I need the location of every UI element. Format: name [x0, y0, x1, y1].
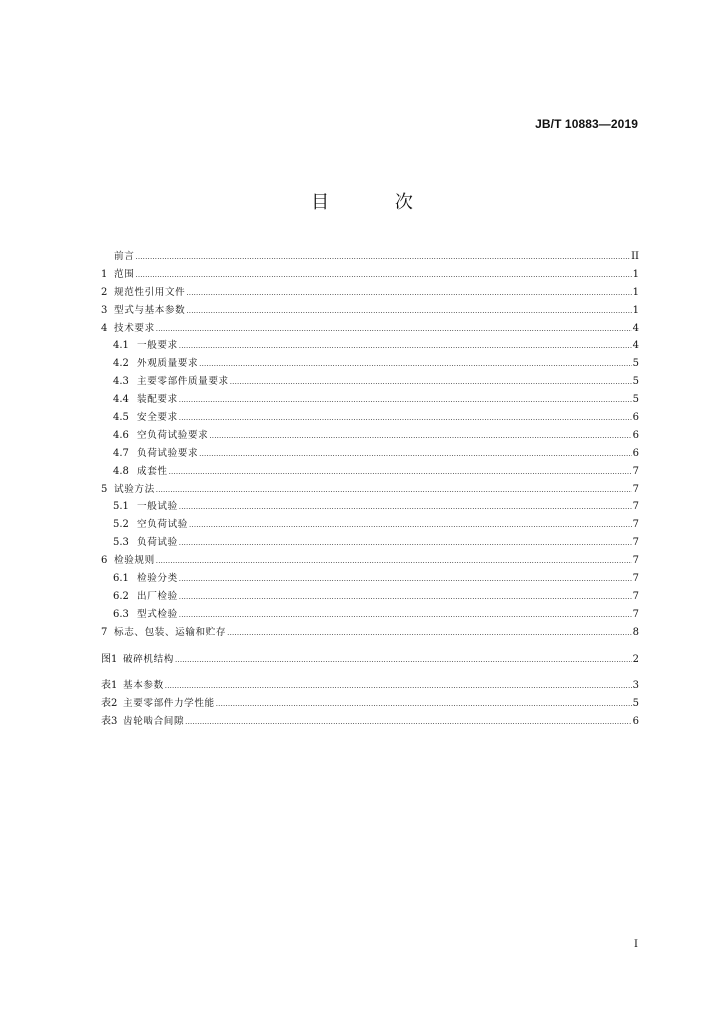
- toc-entry-label: 基本参数: [123, 680, 164, 692]
- toc-entry-label: 外观质量要求: [137, 358, 199, 370]
- toc-entry-label: 规范性引用文件: [114, 286, 186, 298]
- toc-entry[interactable]: [101, 588, 639, 606]
- toc-entry-label: 范围: [114, 268, 135, 280]
- toc-entry[interactable]: [101, 266, 639, 284]
- toc-entry-label: 空负荷试验: [137, 519, 188, 531]
- toc-entry-page: 1: [632, 268, 639, 280]
- toc-entry-label: 齿轮啮合间隙: [123, 716, 185, 728]
- toc-entry[interactable]: [101, 284, 639, 302]
- toc-entry-number: 3: [101, 304, 108, 316]
- toc-entry-label: 主要零部件质量要求: [137, 376, 229, 388]
- toc-entry-number: 图1: [101, 653, 118, 665]
- toc-entry-page: II: [631, 251, 639, 262]
- toc-entry-label: 破碎机结构: [123, 653, 174, 665]
- toc-tables: [101, 677, 639, 731]
- toc-dot-leader: [179, 410, 632, 428]
- toc-entry-number: 表3: [101, 716, 118, 728]
- toc-entry-page: 5: [632, 394, 639, 406]
- toc-entry-label: 装配要求: [137, 394, 178, 406]
- toc-dot-leader: [189, 517, 632, 535]
- toc-figures: [101, 651, 639, 669]
- toc-dot-leader: [179, 392, 632, 410]
- toc-entry-page: 2: [632, 653, 639, 665]
- toc-entry-label: 检验分类: [137, 573, 178, 585]
- toc-entry-page: 8: [632, 626, 639, 638]
- toc-entry-page: 4: [632, 322, 639, 334]
- toc-entry-page: 6: [632, 447, 639, 459]
- toc-entry[interactable]: [101, 481, 639, 499]
- toc-entry[interactable]: [101, 695, 639, 713]
- toc-sections: [101, 248, 639, 642]
- toc-entry-label: 型式与基本参数: [114, 304, 186, 316]
- toc-entry[interactable]: [101, 427, 639, 445]
- toc-dot-leader: [156, 553, 632, 571]
- toc-entry-number: 5: [101, 483, 108, 495]
- toc-entry-label: 试验方法: [114, 483, 155, 495]
- page-title: 目 次: [311, 192, 443, 213]
- toc-gap: [101, 642, 639, 651]
- toc-entry[interactable]: [101, 552, 639, 570]
- toc-entry-page: 7: [632, 590, 639, 602]
- toc-entry[interactable]: [101, 302, 639, 320]
- toc-dot-leader: [135, 249, 630, 267]
- toc-dot-leader: [227, 625, 631, 643]
- toc-entry-label: 标志、包装、运输和贮存: [114, 626, 227, 638]
- toc-dot-leader: [179, 571, 632, 589]
- toc-dot-leader: [156, 321, 632, 339]
- toc-dot-leader: [186, 285, 631, 303]
- toc-entry-page: 1: [632, 304, 639, 316]
- toc-entry-page: 6: [632, 429, 639, 441]
- toc-entry-label: 出厂检验: [137, 590, 178, 602]
- toc-entry-number: 5.2: [113, 519, 129, 531]
- toc-entry-page: 5: [632, 698, 639, 710]
- toc-entry-page: 7: [632, 465, 639, 477]
- toc-dot-leader: [169, 464, 632, 482]
- toc-entry-number: 4.7: [113, 447, 129, 459]
- toc-entry-number: 5.3: [113, 537, 129, 549]
- toc-entry-page: 7: [632, 608, 639, 620]
- toc-entry-page: 3: [632, 680, 639, 692]
- toc-entry[interactable]: [101, 498, 639, 516]
- toc-dot-leader: [179, 589, 632, 607]
- toc-entry-label: 前言: [114, 251, 135, 262]
- toc-dot-leader: [179, 338, 632, 356]
- toc-entry-label: 负荷试验要求: [137, 447, 199, 459]
- toc-entry[interactable]: [101, 651, 639, 669]
- toc-dot-leader: [179, 535, 632, 553]
- toc-entry[interactable]: [101, 320, 639, 338]
- toc-entry[interactable]: [101, 570, 639, 588]
- toc-entry-page: 5: [632, 358, 639, 370]
- toc-entry[interactable]: [101, 516, 639, 534]
- toc-entry-page: 7: [632, 555, 639, 567]
- toc-entry[interactable]: [101, 248, 639, 266]
- toc-dot-leader: [175, 652, 632, 670]
- toc-entry-page: 5: [632, 376, 639, 388]
- toc-dot-leader: [199, 446, 631, 464]
- toc-dot-leader: [186, 303, 631, 321]
- toc-entry-number: 6.2: [113, 590, 129, 602]
- toc-entry-number: 4.5: [113, 412, 129, 424]
- toc-entry[interactable]: [101, 606, 639, 624]
- toc-dot-leader: [230, 374, 632, 392]
- toc-entry-number: 7: [101, 626, 108, 638]
- toc-dot-leader: [199, 356, 631, 374]
- toc-entry-page: 7: [632, 519, 639, 531]
- toc-entry-label: 安全要求: [137, 412, 178, 424]
- toc-entry-number: 4.1: [113, 340, 129, 352]
- toc-entry[interactable]: [101, 624, 639, 642]
- toc-entry-label: 技术要求: [114, 322, 155, 334]
- toc-entry[interactable]: [101, 337, 639, 355]
- toc-entry-number: 表1: [101, 680, 118, 692]
- toc-entry-label: 负荷试验: [137, 537, 178, 549]
- toc-dot-leader: [179, 607, 632, 625]
- toc-entry-page: 1: [632, 286, 639, 298]
- toc-dot-leader: [135, 267, 631, 285]
- toc-entry-number: 4.3: [113, 376, 129, 388]
- toc-entry-number: 表2: [101, 698, 118, 710]
- toc-entry-page: 6: [632, 412, 639, 424]
- toc-entry-number: 4.4: [113, 394, 129, 406]
- toc-dot-leader: [156, 482, 632, 500]
- toc-dot-leader: [216, 696, 632, 714]
- toc-entry-label: 空负荷试验要求: [137, 429, 209, 441]
- toc-entry-number: 1: [101, 268, 108, 280]
- toc-dot-leader: [185, 714, 631, 732]
- toc-entry[interactable]: [101, 463, 639, 481]
- toc-entry[interactable]: [101, 534, 639, 552]
- toc-gap: [101, 668, 639, 677]
- table-of-contents: [101, 248, 639, 731]
- toc-entry-number: 4.6: [113, 429, 129, 441]
- toc-entry-page: 7: [632, 501, 639, 513]
- toc-entry[interactable]: [101, 445, 639, 463]
- toc-entry-number: 4.8: [113, 465, 129, 477]
- toc-entry-page: 7: [632, 573, 639, 585]
- toc-entry-number: 6: [101, 555, 108, 567]
- toc-entry-number: 6.3: [113, 608, 129, 620]
- toc-entry-label: 检验规则: [114, 555, 155, 567]
- toc-dot-leader: [165, 678, 632, 696]
- toc-entry-label: 主要零部件力学性能: [123, 698, 215, 710]
- toc-entry-label: 一般要求: [137, 340, 178, 352]
- page-number: I: [634, 939, 638, 950]
- toc-entry-number: 5.1: [113, 501, 129, 513]
- toc-dot-leader: [179, 499, 632, 517]
- toc-entry-number: 4.2: [113, 358, 129, 370]
- toc-entry-label: 型式检验: [137, 608, 178, 620]
- toc-entry-label: 成套性: [137, 465, 168, 477]
- toc-entry-number: 6.1: [113, 573, 129, 585]
- toc-entry[interactable]: [101, 373, 639, 391]
- toc-entry-page: 7: [632, 537, 639, 549]
- toc-dot-leader: [209, 428, 631, 446]
- toc-entry-number: 2: [101, 286, 108, 298]
- toc-entry-page: 4: [632, 340, 639, 352]
- toc-entry-page: 7: [632, 483, 639, 495]
- toc-entry[interactable]: [101, 713, 639, 731]
- toc-entry[interactable]: [101, 677, 639, 695]
- toc-entry-page: 6: [632, 716, 639, 728]
- toc-entry[interactable]: [101, 409, 639, 427]
- toc-entry-label: 一般试验: [137, 501, 178, 513]
- toc-entry[interactable]: [101, 355, 639, 373]
- standard-code: JB/T 10883—2019: [535, 117, 638, 131]
- toc-entry[interactable]: [101, 391, 639, 409]
- toc-entry-number: 4: [101, 322, 108, 334]
